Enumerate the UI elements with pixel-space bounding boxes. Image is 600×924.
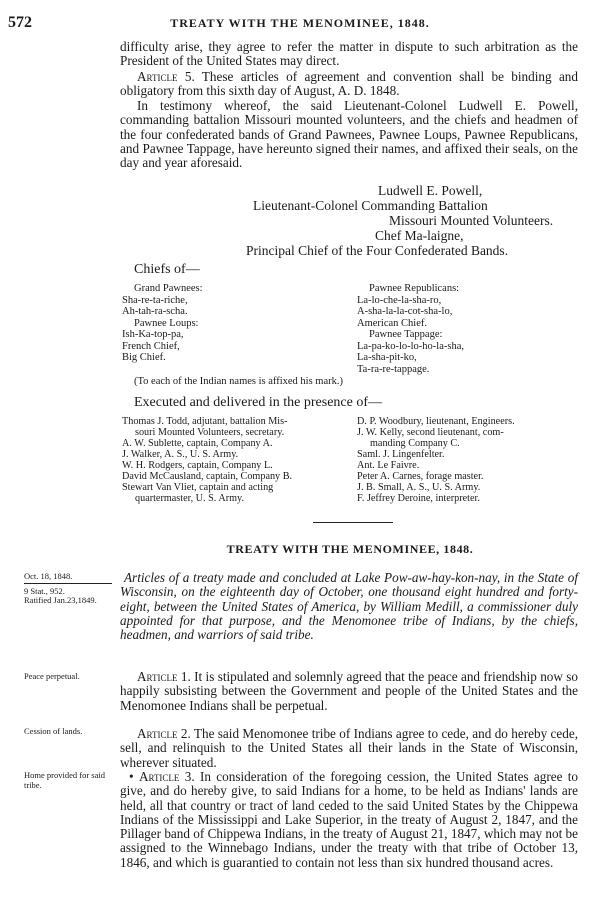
margin-stat: 9 Stat., 952. [24, 586, 65, 596]
witness-entry: Saml. J. Lingenfelter. [357, 449, 445, 460]
witness-entry: A. W. Sublette, captain, Company A. [122, 438, 273, 449]
witness-entry: Stewart Van Vliet, captain and acting [122, 482, 274, 493]
witness-entry: souri Mounted Volunteers, secretary. [135, 427, 285, 438]
testimony-paragraph: In testimony whereof, the said Lieutenant-Colonel Ludwell E. Powell, commanding battalion Missouri mounted volunteers, and the chiefs and headmen of the four confederated bands of Grand Pawnees, Pawnee Loups, Pawnee Republicans, and Pawnee Tappage, have hereunto signed their names, and affixed their seals, on the day and year aforesaid. [120, 98, 578, 171]
chief-entry: Big Chief. [122, 352, 166, 363]
chief-entry: French Chief, [122, 340, 180, 352]
article-5-text: These articles of agreement and convention shall be binding and obligatory from this sixth day of August, A. D. 1848. [120, 69, 578, 99]
powell-title-1: Lieutenant-Colonel Commanding Battalion [253, 198, 488, 213]
margin-rule [24, 583, 112, 584]
article-3-text: In consideration of the foregoing cession, the United States agree to give, and do hereby give, to said Indians for a home, to be held as Indians' lands are held, all that country or tract of land ceded to the said United States by the Chippewa Indians of the Mississippi and Lake Superior, in the treaty of August 2, 1847, and the Pillager band of Chippewa Indians, in the treaty of August 21, 1847, which may not be assigned to the Winnebago Indians, under the treaty with that tribe of October 13, 1846, and which is guarantied to contain not less than six hundred thousand acres. [120, 769, 579, 870]
witness-entry: D. P. Woodbury, lieutenant, Engineers. [357, 416, 515, 427]
margin-date: Oct. 18, 1848. [24, 571, 73, 581]
chief-entry: American Chief. [357, 317, 427, 329]
treaty-preamble: Articles of a treaty made and concluded at Lake Pow-aw-hay-kon-nay, in the State of Wisconsin, on the eighteenth day of October, one thousand eight hundred and forty-eight, between the United States of America, by William Medill, a commissioner duly appointed for that purpose, and the Menomonee tribe of Indians, by the chiefs, headmen, and warriors of said tribe. [120, 570, 578, 643]
chiefs-heading: Chiefs of— [134, 262, 200, 277]
powell-title-2: Missouri Mounted Volunteers. [389, 213, 554, 228]
witness-entry: quartermaster, U. S. Army. [135, 493, 244, 504]
witness-entry: Peter A. Carnes, forage master. [357, 471, 484, 482]
chief-entry: Sha-re-ta-riche, [122, 294, 188, 306]
witnesses-heading: Executed and delivered in the presence of— [134, 395, 383, 410]
chief-entry: Ta-ra-re-tappage. [357, 363, 430, 375]
witness-entry: W. H. Rodgers, captain, Company L. [122, 460, 273, 471]
article-2 [120, 727, 578, 770]
chief-name: Chef Ma-laigne, [375, 228, 464, 243]
page-number: 572 [8, 14, 32, 31]
chiefs-right-column [357, 283, 464, 375]
powell-name: Ludwell E. Powell, [378, 183, 483, 198]
chief-entry: A-sha-la-la-cot-sha-lo, [357, 306, 453, 317]
article-2-label: Article 2. [137, 726, 191, 741]
article-3-label: Article 3. [138, 769, 195, 784]
chief-entry: Pawnee Tappage: [369, 329, 443, 340]
section-divider [313, 522, 393, 523]
witness-entry: J. B. Small, A. S., U. S. Army. [357, 482, 481, 493]
continued-paragraph: difficulty arise, they agree to refer the matter in dispute to such arbitration as the President of the United States may direct. [120, 39, 578, 69]
mark-note: (To each of the Indian names is affixed his mark.) [134, 376, 344, 387]
article-1 [120, 670, 578, 713]
margin-cession: Cession of lands. [24, 726, 83, 736]
article-3-bullet: • [129, 769, 134, 784]
article-1-label: Article 1. [137, 669, 191, 684]
witness-entry: J. Walker, A. S., U. S. Army. [122, 449, 239, 460]
chief-entry: La-sha-pit-ko, [357, 352, 417, 363]
article-3 [120, 770, 578, 870]
article-5-label: Article 5. [137, 69, 195, 84]
chief-entry: Pawnee Republicans: [369, 283, 460, 294]
witness-entry: F. Jeffrey Deroine, interpreter. [357, 493, 480, 504]
chief-entry: La-lo-che-la-sha-ro, [357, 294, 442, 306]
witness-entry: Ant. Le Faivre. [357, 460, 420, 471]
chief-entry: Grand Pawnees: [134, 283, 203, 294]
witnesses-right-column [357, 416, 515, 504]
article-5 [120, 70, 578, 99]
margin-peace: Peace perpetual. [24, 671, 80, 681]
chief-title: Principal Chief of the Four Confederated Bands. [246, 243, 509, 258]
witnesses-left-column [122, 416, 292, 504]
chief-entry: Pawnee Loups: [134, 317, 199, 329]
chief-entry: Ish-Ka-top-pa, [122, 329, 184, 340]
witness-entry: J. W. Kelly, second lieutenant, com- [357, 427, 504, 438]
margin-home: Home provided for said tribe. [24, 770, 105, 790]
article-2-text: The said Menomonee tribe of Indians agree to cede, and do hereby cede, sell, and relinquish to the United States all their lands in the State of Wisconsin, wherever situated. [120, 726, 578, 770]
witness-entry: manding Company C. [370, 438, 460, 449]
chief-entry: La-pa-ko-lo-lo-ho-la-sha, [357, 340, 464, 352]
chief-entry: Ah-tah-ra-scha. [122, 306, 188, 317]
witness-entry: David McCausland, captain, Company B. [122, 471, 293, 482]
article-1-text: It is stipulated and solemnly agreed that the peace and friendship now so happily subsisting between the Government and people of the United States and the Menomonee Indians shall be perpetual. [120, 669, 579, 713]
running-title: TREATY WITH THE MENOMINEE, 1848. [170, 16, 430, 30]
witness-entry: Thomas J. Todd, adjutant, battalion Mis- [122, 416, 288, 427]
chiefs-left-column [122, 283, 203, 364]
margin-ratified: Ratified Jan.23,1849. [24, 595, 97, 605]
treaty-title: TREATY WITH THE MENOMINEE, 1848. [226, 542, 474, 556]
